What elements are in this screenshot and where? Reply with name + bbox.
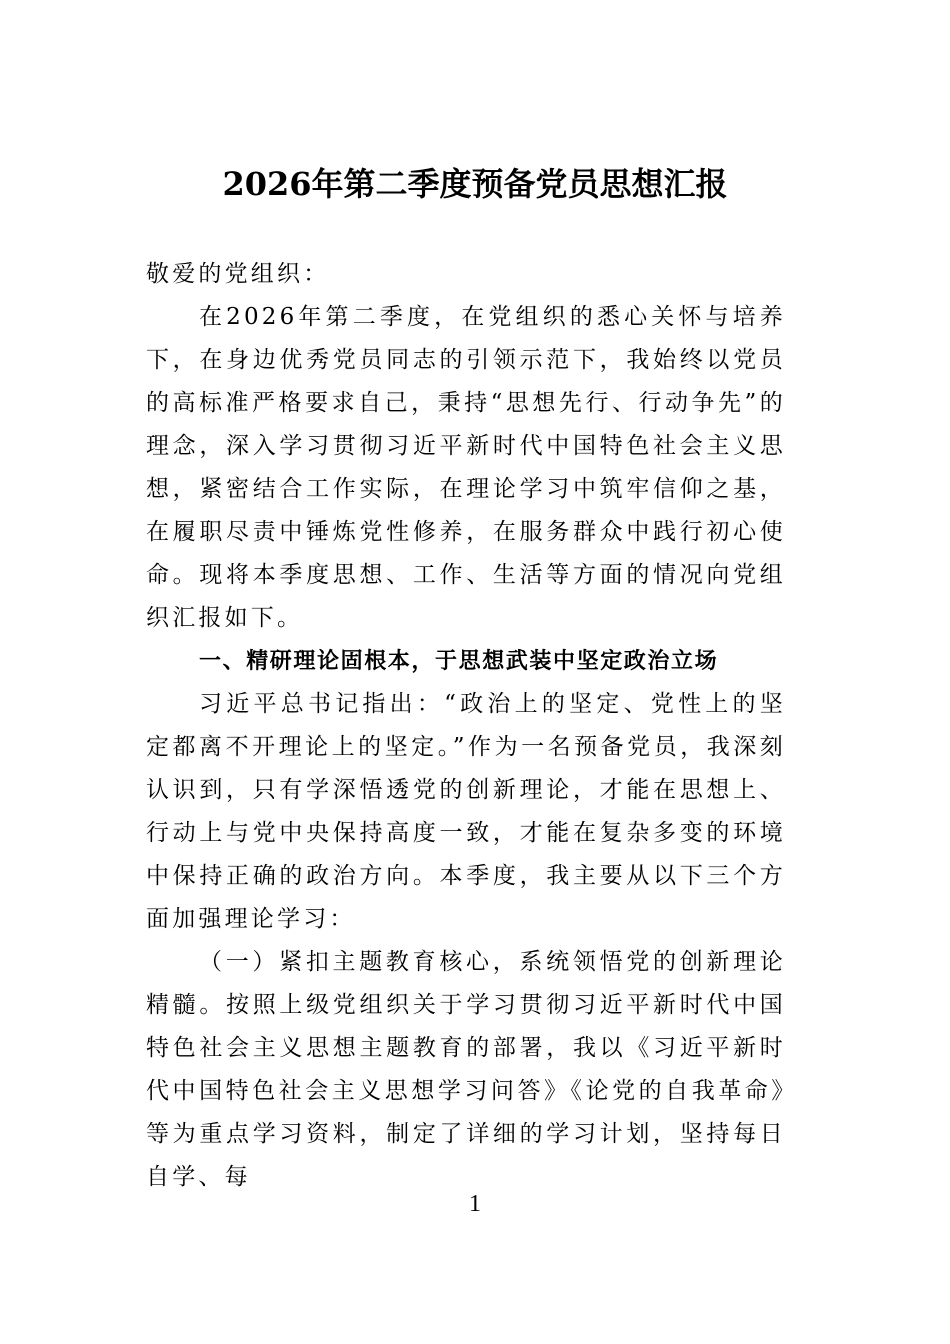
page-number: 1 (469, 1191, 481, 1217)
document-body (146, 253, 786, 1199)
section-paragraph: 习近平总书记指出：“政治上的坚定、党性上的坚定都离不开理论上的坚定。”作为一名预备党员，我深刻认识到，只有学深悟透党的创新理论，才能在思想上、行动上与党中央保持高度一致，才能在复杂多变的环境中保持正确的政治方向。本季度，我主要从以下三个方面加强理论学习： (146, 691, 786, 932)
intro-paragraph: 在2026年第二季度，在党组织的悉心关怀与培养下，在身边优秀党员同志的引领示范下，我始终以党员的高标准严格要求自己，秉持“思想先行、行动争先”的理念，深入学习贯彻习近平新时代中国特色社会主义思想，紧密结合工作实际，在理论学习中筑牢信仰之基，在履职尽责中锤炼党性修养，在服务群众中践行初心使命。现将本季度思想、工作、生活等方面的情况向党组织汇报如下。 (146, 304, 786, 631)
document-title: 2026年第二季度预备党员思想汇报 (222, 165, 728, 203)
section-heading: 一、精研理论固根本，于思想武装中坚定政治立场 (199, 649, 719, 674)
salutation: 敬爱的党组织： (146, 261, 330, 287)
subsection-paragraph: （一）紧扣主题教育核心，系统领悟党的创新理论精髓。按照上级党组织关于学习贯彻习近平新时代中国特色社会主义思想主题教育的部署，我以《习近平新时代中国特色社会主义思想学习问答》《论党的自我革命》等为重点学习资料，制定了详细的学习计划，坚持每日自学、每 (146, 949, 786, 1190)
